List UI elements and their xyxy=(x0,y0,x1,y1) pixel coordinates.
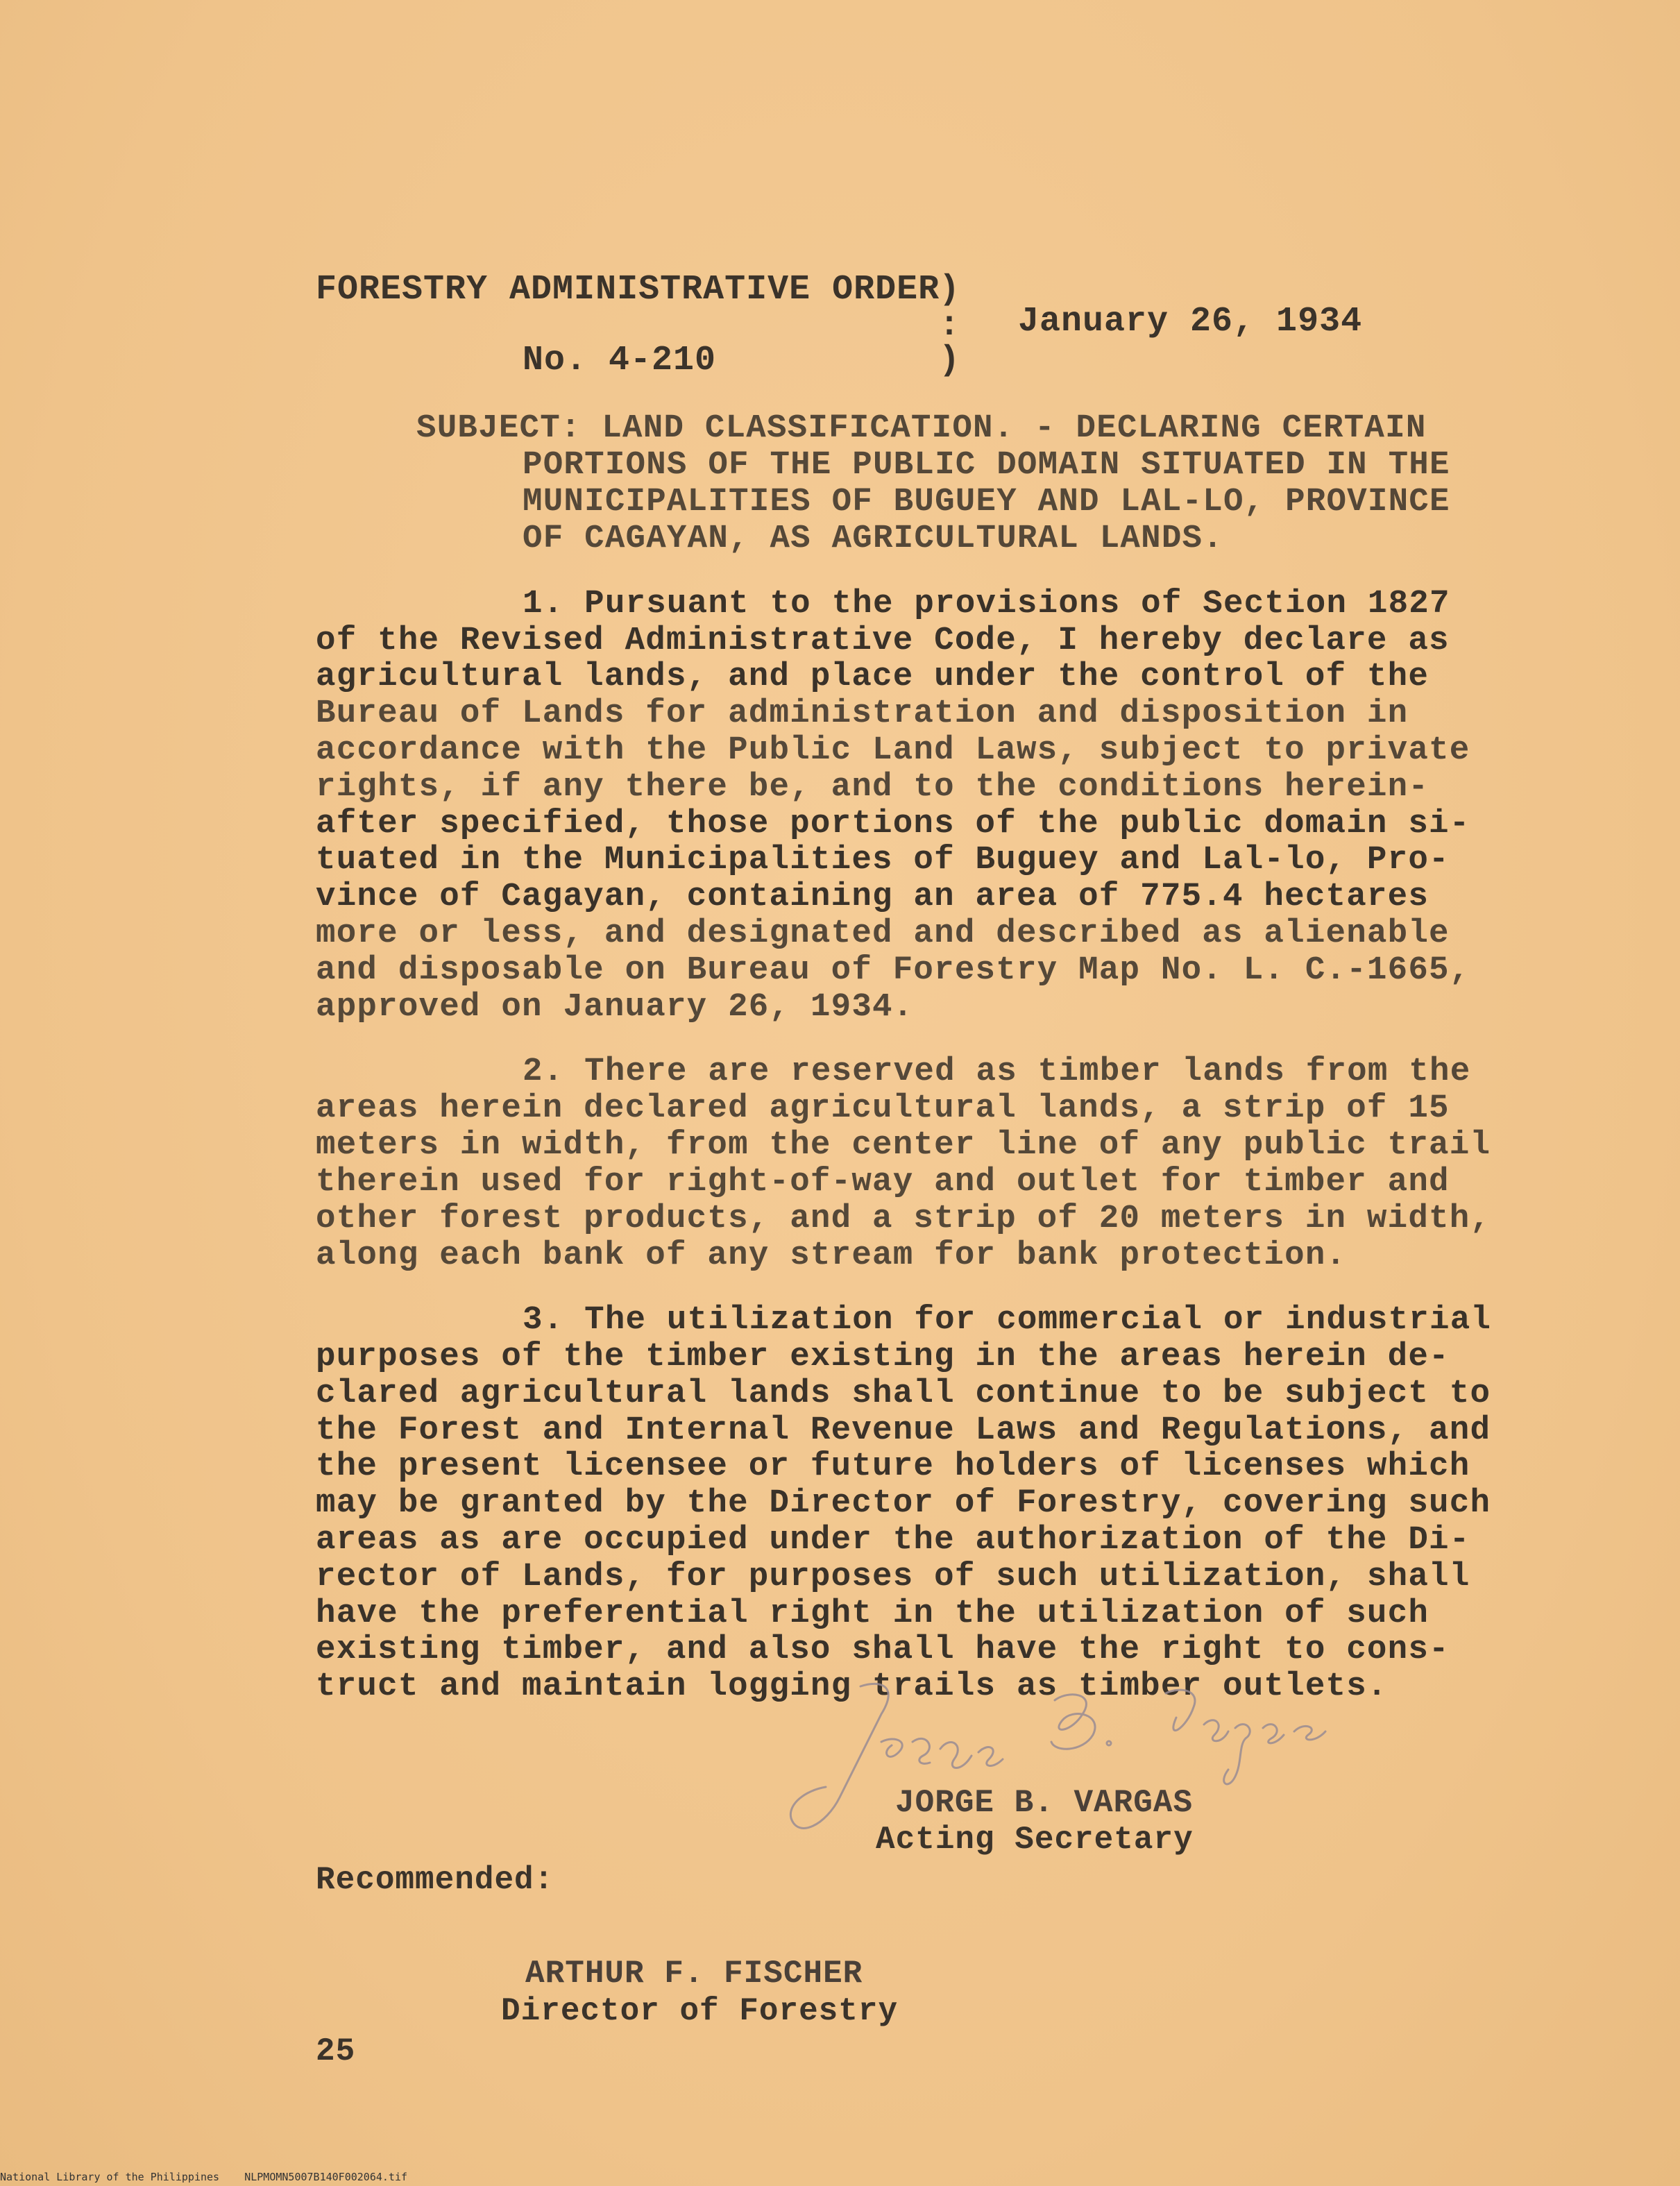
paragraph-1-line: and disposable on Bureau of Forestry Map No. L. C.-1665, xyxy=(316,951,1470,989)
paragraph-2-line: therein used for right-of-way and outlet for timber and xyxy=(316,1163,1450,1201)
paragraph-2-line: other forest products, and a strip of 20 meters in width, xyxy=(316,1200,1491,1237)
paragraph-3-line: the present licensee or future holders of licenses which xyxy=(316,1448,1470,1485)
signatory-name: JORGE B. VARGAS xyxy=(895,1785,1194,1821)
paragraph-1-line: tuated in the Municipalities of Buguey and Lal-lo, Pro- xyxy=(316,841,1450,879)
recommended-label: Recommended: xyxy=(316,1862,554,1898)
paragraph-3-line: truct and maintain logging trails as timber outlets. xyxy=(316,1668,1388,1705)
paragraph-2-line: 2. There are reserved as timber lands from the xyxy=(523,1053,1471,1090)
paragraph-1-line: Bureau of Lands for administration and disposition in xyxy=(316,695,1409,732)
header-colon: : xyxy=(939,306,961,346)
paragraph-1-line: of the Revised Administrative Code, I hereby declare as xyxy=(316,622,1450,659)
signatory-title: Acting Secretary xyxy=(876,1822,1194,1858)
paragraph-1-line: after specified, those portions of the public domain si- xyxy=(316,805,1470,842)
paragraph-1-line: agricultural lands, and place under the control of the xyxy=(316,658,1429,695)
paragraph-2-line: along each bank of any stream for bank protection. xyxy=(316,1237,1347,1274)
paragraph-3-line: clared agricultural lands shall continue to be subject to xyxy=(316,1375,1491,1412)
subject-line: OF CAGAYAN, AS AGRICULTURAL LANDS. xyxy=(523,520,1223,557)
paragraph-1-line: rights, if any there be, and to the conditions herein- xyxy=(316,768,1429,806)
subject-line: SUBJECT: LAND CLASSIFICATION. - DECLARING CERTAIN xyxy=(416,409,1427,447)
paragraph-1-line: vince of Cagayan, containing an area of 775.4 hectares xyxy=(316,878,1429,915)
paragraph-2-line: areas herein declared agricultural lands, a strip of 15 xyxy=(316,1090,1450,1127)
recommender-name: ARTHUR F. FISCHER xyxy=(525,1956,863,1992)
paragraph-2-line: meters in width, from the center line of any public trail xyxy=(316,1126,1491,1164)
page-number: 25 xyxy=(316,2033,356,2069)
paragraph-3-line: the Forest and Internal Revenue Laws and Regulations, and xyxy=(316,1412,1491,1449)
paragraph-1-line: approved on January 26, 1934. xyxy=(316,988,914,1026)
footer-filename: NLPMOMN5007B140F002064.tif xyxy=(244,2171,408,2183)
footer-library: National Library of the Philippines xyxy=(0,2171,220,2183)
paragraph-3-line: purposes of the timber existing in the areas herein de- xyxy=(316,1338,1450,1375)
paragraph-3-line: rector of Lands, for purposes of such utilization, shall xyxy=(316,1558,1470,1595)
subject-line: PORTIONS OF THE PUBLIC DOMAIN SITUATED IN THE xyxy=(523,446,1450,484)
scan-footer xyxy=(0,2171,407,2183)
header-paren-open: ) xyxy=(939,270,961,310)
paragraph-1-line: 1. Pursuant to the provisions of Section 1827 xyxy=(523,585,1450,622)
paragraph-3-line: may be granted by the Director of Forestry, covering such xyxy=(316,1484,1491,1522)
paragraph-1-line: more or less, and designated and described as alienable xyxy=(316,915,1450,952)
subject-line: MUNICIPALITIES OF BUGUEY AND LAL-LO, PROVINCE xyxy=(523,483,1450,520)
paragraph-3-line: 3. The utilization for commercial or industrial xyxy=(523,1301,1492,1339)
order-title: FORESTRY ADMINISTRATIVE ORDER xyxy=(316,270,940,310)
recommender-title: Director of Forestry xyxy=(501,1993,899,2029)
order-date: January 26, 1934 xyxy=(1018,302,1363,341)
paragraph-3-line: existing timber, and also shall have the right to cons- xyxy=(316,1631,1450,1668)
header-paren-close: ) xyxy=(939,341,961,380)
paragraph-3-line: have the preferential right in the utilization of such xyxy=(316,1595,1429,1632)
paragraph-3-line: areas as are occupied under the authorization of the Di- xyxy=(316,1521,1470,1559)
paragraph-1-line: accordance with the Public Land Laws, subject to private xyxy=(316,731,1470,769)
order-number: No. 4-210 xyxy=(523,341,717,380)
